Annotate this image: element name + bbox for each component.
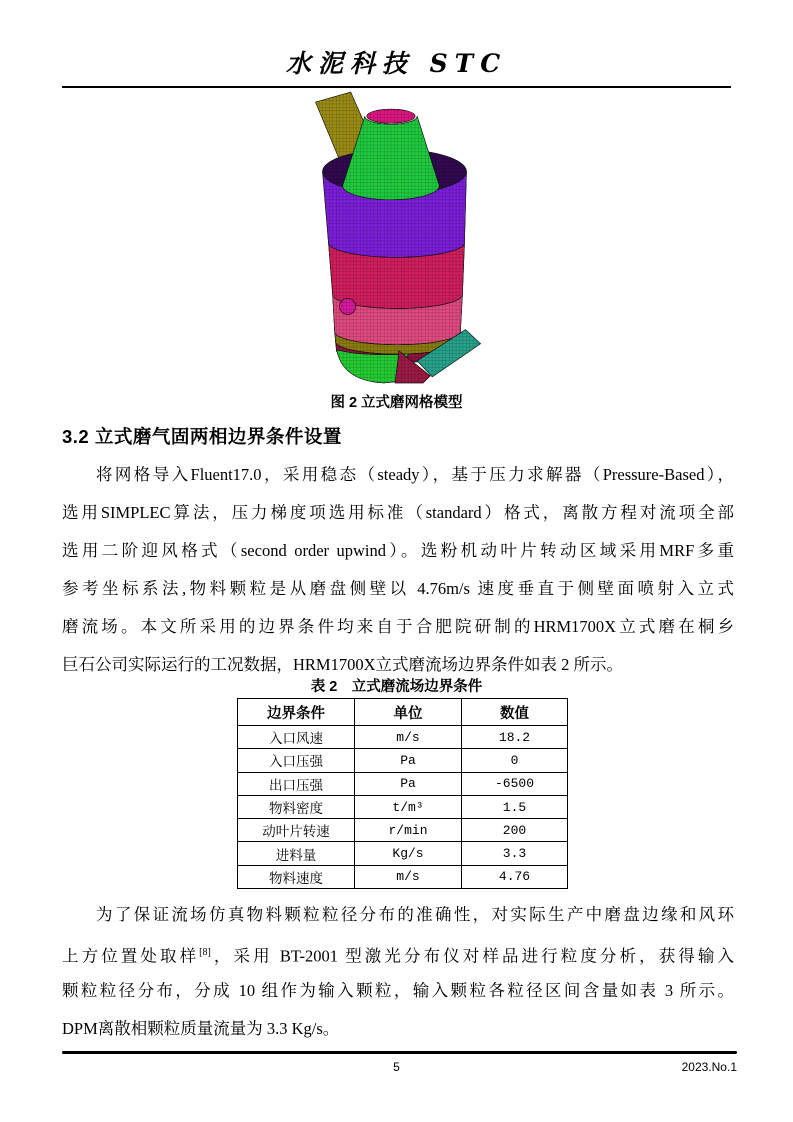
table-row	[238, 772, 568, 795]
table-cell: r/min	[355, 819, 462, 842]
table-cell: 进料量	[238, 842, 355, 865]
paragraph-line: 选用二阶迎风格式（second order upwind）。选粉机动叶片转动区域采用MRF多重	[62, 541, 734, 560]
table-row	[238, 865, 568, 888]
column-header: 边界条件	[238, 699, 355, 726]
issue-number: 2023.No.1	[681, 1060, 737, 1074]
table-cell: 18.2	[462, 726, 568, 749]
header-rule	[62, 86, 731, 88]
section-heading: 3.2 立式磨气固两相边界条件设置	[62, 426, 342, 447]
table-cell: t/m³	[355, 795, 462, 818]
paragraph-line: 巨石公司实际运行的工况数据，HRM1700X立式磨流场边界条件如表 2 所示。	[62, 655, 624, 674]
table-cell: m/s	[355, 865, 462, 888]
citation-superscript: [8]	[199, 947, 211, 958]
table-cell: 4.76	[462, 865, 568, 888]
paragraph-1	[62, 456, 734, 684]
table-cell: 0	[462, 749, 568, 772]
table-cell: 出口压强	[238, 772, 355, 795]
paragraph-line	[62, 934, 734, 972]
paragraph-2	[62, 896, 734, 1048]
journal-title: 水泥科技 STC	[285, 49, 508, 78]
paragraph-line: DPM离散相颗粒质量流量为 3.3 Kg/s。	[62, 1019, 340, 1038]
table-cell: 物料密度	[238, 795, 355, 818]
table-cell: 1.5	[462, 795, 568, 818]
paragraph-line: 选用SIMPLEC算法，压力梯度项选用标准（standard）格式，离散方程对流项全部	[62, 503, 734, 522]
mesh-overlay	[340, 298, 356, 314]
table-row	[238, 842, 568, 865]
table-cell: 200	[462, 819, 568, 842]
paragraph-line: 将网格导入Fluent17.0，采用稳态（steady），基于压力求解器（Pressure-Based），	[96, 465, 734, 484]
table-cell: 入口压强	[238, 749, 355, 772]
figure-caption: 图 2 立式磨网格模型	[330, 395, 463, 411]
table-cell: Kg/s	[355, 842, 462, 865]
table-row	[238, 749, 568, 772]
mesh-overlay	[367, 109, 415, 123]
vertical-mill-mesh-figure	[296, 90, 492, 386]
table-row	[238, 726, 568, 749]
table-row	[238, 819, 568, 842]
table-cell: m/s	[355, 726, 462, 749]
table-cell: 3.3	[462, 842, 568, 865]
paragraph-line: 为了保证流场仿真物料颗粒粒径分布的准确性，对实际生产中磨盘边缘和风环	[96, 905, 734, 924]
column-header: 单位	[355, 699, 462, 726]
table-cell: Pa	[355, 772, 462, 795]
line-text: ，采用 BT-2001 型激光分布仪对样品进行粒度分析，获得输入	[210, 946, 734, 966]
paragraph-line: 颗粒粒径分布，分成 10 组作为输入颗粒，输入颗粒各粒径区间含量如表 3 所示。	[62, 981, 734, 1000]
table-cell: -6500	[462, 772, 568, 795]
boundary-conditions-table	[237, 698, 568, 889]
table-cell: Pa	[355, 749, 462, 772]
table-header-row	[238, 699, 568, 726]
table-cell: 物料速度	[238, 865, 355, 888]
table-cell: 入口风速	[238, 726, 355, 749]
paragraph-line: 参考坐标系法,物料颗粒是从磨盘侧壁以 4.76m/s 速度垂直于侧壁面喷射入立式	[62, 579, 734, 598]
table-caption: 表 2 立式磨流场边界条件	[310, 679, 483, 695]
column-header: 数值	[462, 699, 568, 726]
paragraph-line: 磨流场。本文所采用的边界条件均来自于合肥院研制的HRM1700X立式磨在桐乡	[62, 617, 734, 636]
line-text: 上方位置处取样	[62, 946, 200, 966]
page-number: 5	[393, 1060, 400, 1074]
footer-rule	[62, 1051, 737, 1054]
table-cell: 动叶片转速	[238, 819, 355, 842]
table-row	[238, 795, 568, 818]
